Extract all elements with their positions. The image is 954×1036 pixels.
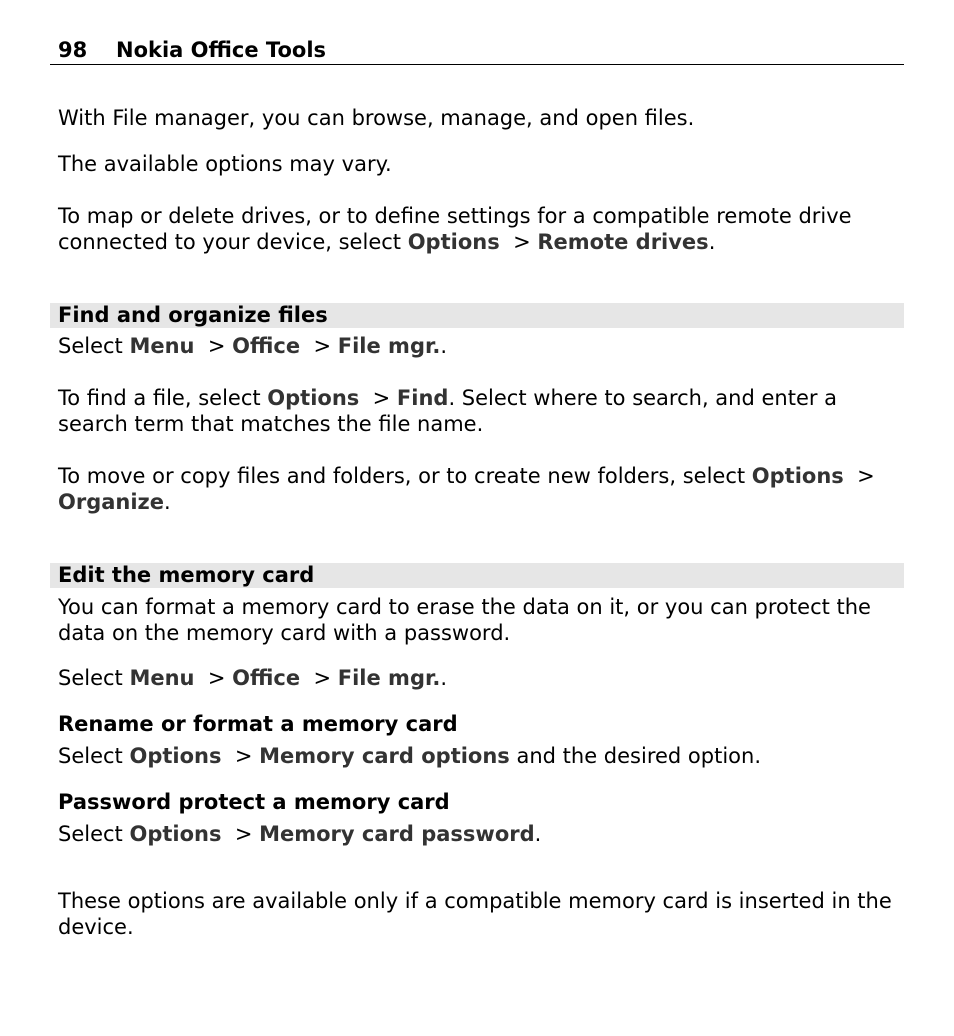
- menu-options: Options: [129, 822, 222, 846]
- menu-memory-card-options: Memory card options: [259, 744, 510, 768]
- sep: >: [207, 666, 233, 690]
- text: .: [440, 334, 448, 358]
- text: To find a file, select: [58, 386, 268, 410]
- memory-note: These options are available only if a compatible memory card is inserted in the device.: [58, 889, 892, 939]
- memory-intro: You can format a memory card to erase the data on it, or you can protect the data on the memory card with a password.: [58, 595, 871, 645]
- section-heading-memory: Edit the memory card: [50, 563, 904, 588]
- text: Select: [58, 666, 130, 690]
- menu-options: Options: [267, 386, 360, 410]
- sep: >: [857, 464, 875, 488]
- text: .: [534, 822, 542, 846]
- intro-paragraph-3: [58, 203, 904, 255]
- text: To map or delete drives, or to define settings for a compatible remote drive connected to your device, select: [58, 204, 852, 254]
- menu-file-mgr: File mgr.: [337, 666, 441, 690]
- menu-office: Office: [232, 666, 301, 690]
- text: .: [440, 666, 448, 690]
- subheading-rename: Rename or format a memory card: [58, 712, 458, 736]
- menu-remote-drives: Remote drives: [537, 230, 709, 254]
- sep: >: [372, 386, 397, 410]
- find-paragraph: [58, 385, 904, 437]
- intro-paragraph-1: With File manager, you can browse, manage, and open files.: [58, 106, 695, 130]
- menu-menu: Menu: [129, 666, 195, 690]
- rename-paragraph: [58, 743, 904, 769]
- sep: >: [313, 666, 338, 690]
- menu-options: Options: [407, 230, 500, 254]
- menu-options: Options: [751, 464, 844, 488]
- organize-paragraph: [58, 463, 904, 515]
- text: Select: [58, 744, 130, 768]
- page-number: 98: [58, 38, 88, 62]
- text: Select: [58, 334, 130, 358]
- text: . Select where to search, and enter a search term that matches the file name.: [58, 386, 838, 436]
- text: .: [164, 490, 171, 514]
- menu-find: Find: [396, 386, 449, 410]
- password-paragraph: [58, 821, 904, 847]
- menu-file-mgr: File mgr.: [337, 334, 441, 358]
- menu-options: Options: [129, 744, 222, 768]
- menu-memory-card-password: Memory card password: [259, 822, 535, 846]
- menu-organize: Organize: [58, 490, 165, 514]
- find-select-path: [58, 333, 904, 359]
- chapter-title: Nokia Office Tools: [116, 38, 327, 62]
- menu-menu: Menu: [129, 334, 195, 358]
- sep: >: [234, 744, 260, 768]
- section-heading-find: Find and organize files: [50, 303, 904, 328]
- page-header: [50, 36, 904, 65]
- menu-office: Office: [232, 334, 301, 358]
- text: .: [708, 230, 716, 254]
- sep: >: [313, 334, 338, 358]
- text: Select: [58, 822, 130, 846]
- intro-paragraph-2: The available options may vary.: [58, 152, 392, 176]
- sep: >: [207, 334, 233, 358]
- memory-select-path: [58, 665, 904, 691]
- subheading-password: Password protect a memory card: [58, 790, 450, 814]
- sep: >: [513, 230, 538, 254]
- sep: >: [234, 822, 260, 846]
- text: and the desired option.: [509, 744, 762, 768]
- text: To move or copy files and folders, or to create new folders, select: [58, 464, 752, 488]
